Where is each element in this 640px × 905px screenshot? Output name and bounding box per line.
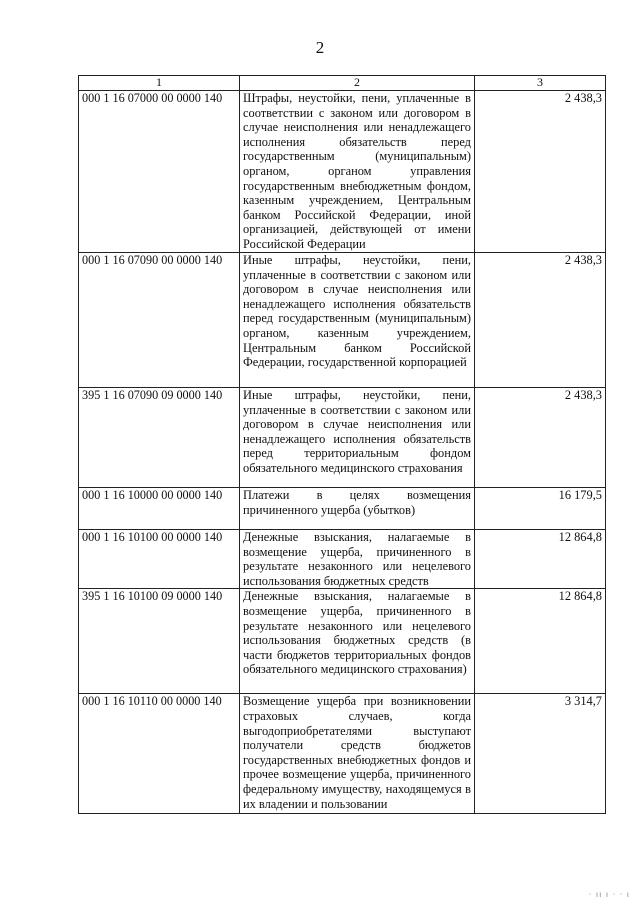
description-cell: Иные штрафы, неустойки, пени, уплаченные в соответствии с законом или договором в случае неисполнения или ненадлежащего исполнения обязательств перед территориальным фондом обязательного медицинского страхования [240,388,475,488]
budget-table [78,75,606,814]
amount-cell: 3 314,7 [475,694,606,814]
table-row [79,589,606,694]
description-cell: Платежи в целях возмещения причиненного ущерба (убытков) [240,488,475,530]
table-row [79,488,606,530]
description-cell: Иные штрафы, неустойки, пени, уплаченные в соответствии с законом или договором в случае неисполнения или ненадлежащего исполнения обязательств перед государственным (муниципальным) органом, казенным учреждением, Центральным банком Российской Федерации, государственной корпорацией [240,253,475,388]
budget-code-cell: 000 1 16 10100 00 0000 140 [79,530,240,589]
budget-code-cell: 000 1 16 07090 00 0000 140 [79,253,240,388]
description-cell: Денежные взыскания, налагаемые в возмещение ущерба, причиненного в результате незаконного или нецелевого использования бюджетных средств [240,530,475,589]
amount-cell: 2 438,3 [475,388,606,488]
budget-code-cell: 395 1 16 07090 09 0000 140 [79,388,240,488]
table-row [79,91,606,253]
table-header-row [79,76,606,91]
amount-cell: 12 864,8 [475,530,606,589]
amount-cell: 16 179,5 [475,488,606,530]
description-cell: Возмещение ущерба при возникновении страховых случаев, когда выгодоприобретателями выступают получатели средств бюджетов государственных внебюджетных фондов и прочее возмещение ущерба, причиненного федеральному имуществу, находящемуся в их владении и пользовании [240,694,475,814]
amount-cell: 12 864,8 [475,589,606,694]
page-number: 2 [315,38,325,57]
description-cell: Денежные взыскания, налагаемые в возмещение ущерба, причиненного в результате незаконного или нецелевого использования бюджетных средств (в части бюджетов территориальных фондов обязательного медицинского страхования) [240,589,475,694]
table-row [79,253,606,388]
column-header-3: 3 [475,76,606,91]
budget-code-cell: 000 1 16 10000 00 0000 140 [79,488,240,530]
description-cell: Штрафы, неустойки, пени, уплаченные в соответствии с законом или договором в случае неисполнения или ненадлежащего исполнения обязательств перед государственным (муниципальным) органом, органом управления государственным внебюджетным фондом, казенным учреждением, Центральным банком Российской Федерации, иной организацией, действующей от имени Российской Федерации [240,91,475,253]
amount-cell: 2 438,3 [475,253,606,388]
budget-code-cell: 395 1 16 10100 09 0000 140 [79,589,240,694]
scan-footer-mark: · ıı ı · · ı [588,890,630,899]
budget-code-cell: 000 1 16 07000 00 0000 140 [79,91,240,253]
amount-cell: 2 438,3 [475,91,606,253]
table-row [79,530,606,589]
column-header-2: 2 [240,76,475,91]
column-header-1: 1 [79,76,240,91]
table-row [79,694,606,814]
table-row [79,388,606,488]
budget-code-cell: 000 1 16 10110 00 0000 140 [79,694,240,814]
